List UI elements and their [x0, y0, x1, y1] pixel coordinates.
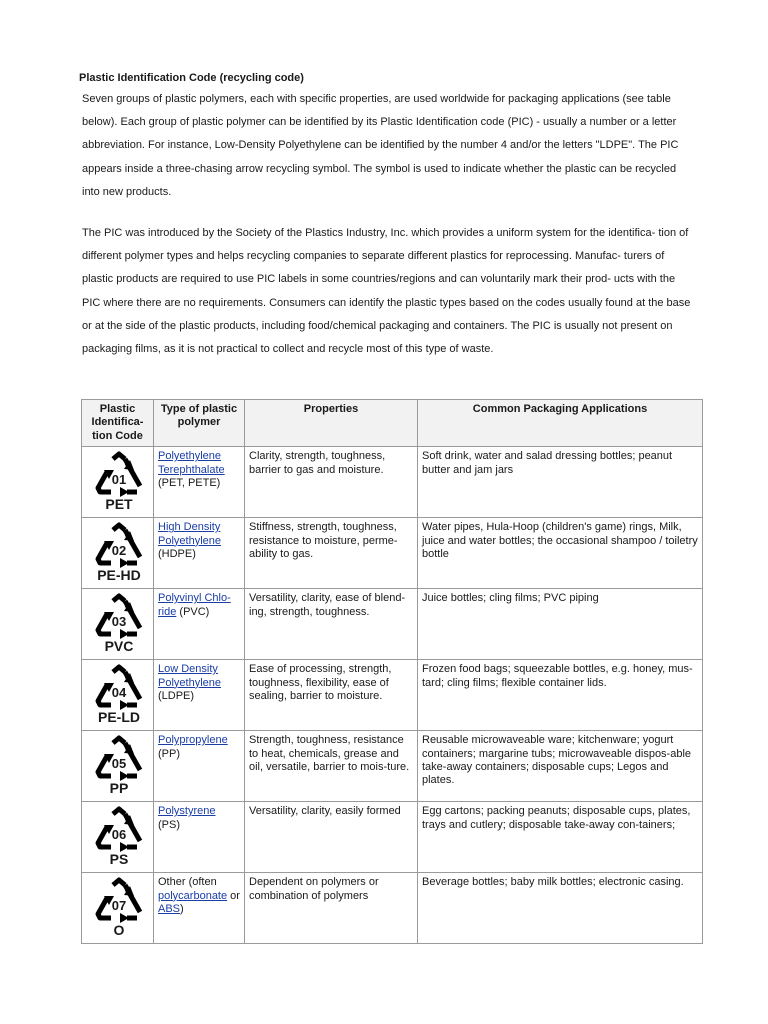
polymer-cell — [154, 873, 245, 944]
applications-cell: Water pipes, Hula-Hoop (children's game) rings, Milk, juice and water bottles; the occasional shampoo / toiletry bottle — [418, 518, 703, 589]
polymer-mid: or — [230, 889, 240, 902]
recycle-symbol — [86, 876, 152, 940]
polymer-cell — [154, 589, 245, 660]
plastic-code-table — [81, 399, 703, 944]
applications-cell: Frozen food bags; squeezable bottles, e.g. honey, mus-tard; cling films; flexible container lids. — [418, 660, 703, 731]
code-number: 06 — [111, 827, 127, 843]
polymer-suffix: (PS) — [158, 818, 180, 831]
header-properties: Properties — [245, 400, 418, 447]
code-cell — [82, 589, 154, 660]
properties-cell: Versatility, clarity, easily formed — [245, 802, 418, 873]
table-row — [82, 660, 703, 731]
header-type: Type of plastic polymer — [154, 400, 245, 447]
code-abbreviation: PE-LD — [98, 709, 140, 726]
code-number: 01 — [111, 472, 127, 488]
polymer-link[interactable]: Polyethylene Terephthalate — [158, 450, 225, 476]
polymer-suffix: (LDPE) — [158, 690, 195, 703]
code-number: 03 — [111, 614, 127, 630]
code-cell — [82, 660, 154, 731]
properties-cell: Stiffness, strength, toughness, resistance to moisture, perme-ability to gas. — [245, 518, 418, 589]
table-row — [82, 731, 703, 802]
table-row — [82, 447, 703, 518]
recycle-symbol — [86, 663, 152, 727]
intro-paragraph: Seven groups of plastic polymers, each with specific properties, are used worldwide for packaging applications (see table below). Each group of plastic polymer can be identified by its Plastic Identification code (PIC) - usually a number or a letter abbreviation. For instance, Low-Density Polyethylene can be identified by the number 4 and/or the letters "LDPE". The PIC appears inside a three-chasing arrow recycling symbol. The symbol is used to indicate whether the plastic can be recycled into new products. — [82, 93, 679, 198]
properties-cell: Dependent on polymers or combination of polymers — [245, 873, 418, 944]
applications-cell: Soft drink, water and salad dressing bottles; peanut butter and jam jars — [418, 447, 703, 518]
polymer-link-2[interactable]: ABS — [158, 903, 181, 916]
properties-cell: Versatility, clarity, ease of blend-ing, strength, toughness. — [245, 589, 418, 660]
document-title: Plastic Identification Code (recycling code) — [79, 72, 304, 84]
polymer-cell — [154, 660, 245, 731]
properties-cell: Ease of processing, strength, toughness, flexibility, ease of sealing, barrier to moisture. — [245, 660, 418, 731]
polymer-link[interactable]: Polypropylene — [158, 734, 228, 747]
applications-cell: Reusable microwaveable ware; kitchenware; yogurt containers; margarine tubs; microwaveable dispos-able take-away containers; disposable cups; Legos and plates. — [418, 731, 703, 802]
polymer-link[interactable]: Polystyrene — [158, 805, 216, 818]
polymer-suffix: (PVC) — [179, 605, 210, 618]
code-number: 02 — [111, 543, 127, 559]
polymer-cell — [154, 518, 245, 589]
table-row — [82, 802, 703, 873]
code-abbreviation: PVC — [104, 638, 134, 655]
header-code: Plastic Identifica-tion Code — [82, 400, 154, 447]
applications-cell: Beverage bottles; baby milk bottles; electronic casing. — [418, 873, 703, 944]
polymer-end: ) — [180, 903, 184, 916]
header-applications: Common Packaging Applications — [418, 400, 703, 447]
recycle-symbol — [86, 734, 152, 798]
code-cell — [82, 518, 154, 589]
polymer-suffix: (HDPE) — [158, 548, 196, 561]
code-abbreviation: PS — [109, 851, 129, 868]
table-row — [82, 589, 703, 660]
recycle-symbol — [86, 450, 152, 514]
polymer-link[interactable]: High Density Polyethylene — [158, 521, 221, 547]
properties-cell: Strength, toughness, resistance to heat, chemicals, grease and oil, versatile, barrier to mois-ture. — [245, 731, 418, 802]
recycle-symbol — [86, 805, 152, 869]
code-cell — [82, 447, 154, 518]
table-header-row — [82, 400, 703, 447]
applications-cell: Egg cartons; packing peanuts; disposable cups, plates, trays and cutlery; disposable take-away con-tainers; — [418, 802, 703, 873]
code-number: 07 — [111, 898, 127, 914]
polymer-link[interactable]: Low Density Polyethylene — [158, 663, 221, 689]
table-row — [82, 873, 703, 944]
history-paragraph: The PIC was introduced by the Society of the Plastics Industry, Inc. which provides a uniform system for the identifica- tion of different polymer types and helps recycling companies to separate different plastics for reprocessing. Manufac- turers of plastic products are required to use PIC labels in some countries/regions and can voluntarily mark their prod- ucts with the PIC where there are no requirements. Consumers can identify the plastic types based on the codes usually found at the base or at the side of the plastic products, including food/chemical packaging and containers. The PIC is usually not present on packaging films, as it is not practical to collect and recycle most of this type of waste. — [82, 227, 691, 356]
polymer-link[interactable]: polycarbonate — [158, 889, 228, 902]
code-cell — [82, 731, 154, 802]
code-cell — [82, 873, 154, 944]
polymer-link[interactable]: Polyvinyl Chlo-ride — [158, 592, 231, 618]
code-abbreviation: PE-HD — [97, 567, 141, 584]
code-number: 04 — [111, 685, 127, 701]
polymer-cell — [154, 731, 245, 802]
polymer-suffix: (PP) — [158, 747, 180, 760]
code-abbreviation: PP — [109, 780, 129, 797]
recycle-symbol — [86, 521, 152, 585]
table-row — [82, 518, 703, 589]
polymer-cell — [154, 447, 245, 518]
polymer-suffix: (PET, PETE) — [158, 477, 221, 490]
properties-cell: Clarity, strength, toughness, barrier to gas and moisture. — [245, 447, 418, 518]
applications-cell: Juice bottles; cling films; PVC piping — [418, 589, 703, 660]
code-abbreviation: O — [113, 922, 125, 939]
code-cell — [82, 802, 154, 873]
recycle-symbol — [86, 592, 152, 656]
polymer-prefix: Other (often — [158, 876, 217, 889]
code-number: 05 — [111, 756, 127, 772]
code-abbreviation: PET — [105, 496, 133, 513]
polymer-cell — [154, 802, 245, 873]
